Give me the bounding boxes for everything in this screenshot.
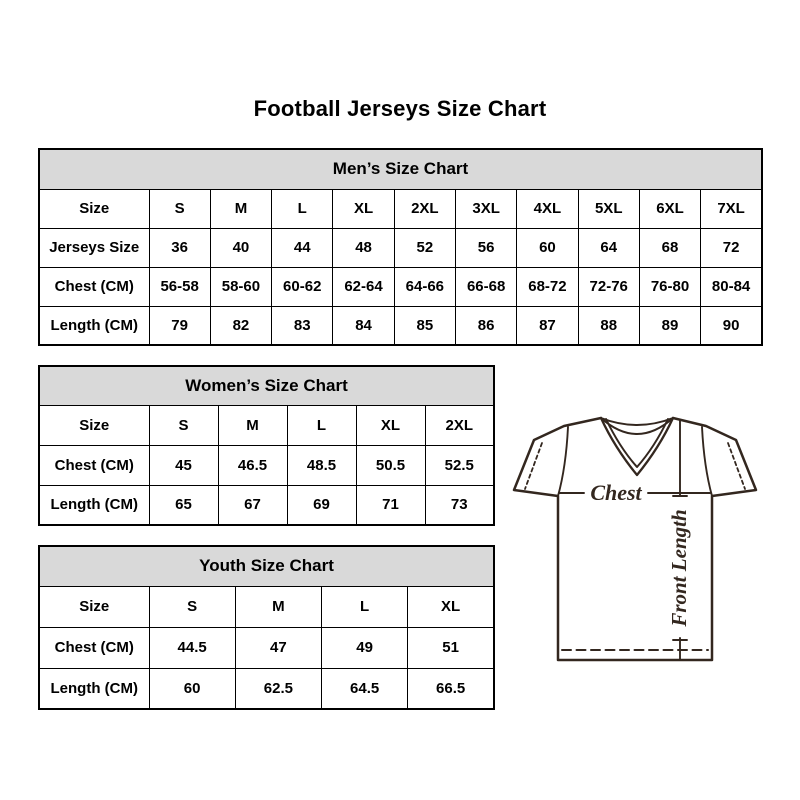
row-label-cell: Chest (CM) xyxy=(39,627,149,668)
value-cell: L xyxy=(322,586,408,627)
value-cell: 49 xyxy=(322,627,408,668)
value-cell: 79 xyxy=(149,306,210,345)
row-label-cell: Size xyxy=(39,405,149,445)
value-cell: 48 xyxy=(333,228,394,267)
value-cell: 5XL xyxy=(578,189,639,228)
row-label-cell: Size xyxy=(39,189,149,228)
value-cell: 45 xyxy=(149,445,218,485)
table-row xyxy=(39,306,762,345)
page-title: Football Jerseys Size Chart xyxy=(253,96,547,121)
value-cell: 47 xyxy=(235,627,321,668)
table-header: Youth Size Chart xyxy=(39,546,494,586)
value-cell: 6XL xyxy=(639,189,700,228)
value-cell: 62.5 xyxy=(235,668,321,709)
value-cell: L xyxy=(287,405,356,445)
table-row xyxy=(39,228,762,267)
value-cell: 40 xyxy=(210,228,271,267)
value-cell: 51 xyxy=(408,627,494,668)
value-cell: 71 xyxy=(356,485,425,525)
row-label-cell: Chest (CM) xyxy=(39,267,149,306)
table-row xyxy=(39,485,494,525)
row-label-cell: Size xyxy=(39,586,149,627)
value-cell: 50.5 xyxy=(356,445,425,485)
value-cell: 68-72 xyxy=(517,267,578,306)
jersey-measurement-diagram xyxy=(502,412,770,670)
value-cell: 44.5 xyxy=(149,627,235,668)
womens-size-table xyxy=(38,365,495,526)
jersey-outline xyxy=(514,418,756,660)
value-cell: 60-62 xyxy=(272,267,333,306)
value-cell: 2XL xyxy=(394,189,455,228)
value-cell: 58-60 xyxy=(210,267,271,306)
youth-size-table xyxy=(38,545,495,710)
mens-size-table xyxy=(38,148,763,346)
chest-measure-label: Chest xyxy=(590,480,642,505)
table-row xyxy=(39,445,494,485)
value-cell: 69 xyxy=(287,485,356,525)
table-header: Men’s Size Chart xyxy=(39,149,762,189)
value-cell: 80-84 xyxy=(701,267,762,306)
value-cell: 72 xyxy=(701,228,762,267)
table-row xyxy=(39,189,762,228)
value-cell: 4XL xyxy=(517,189,578,228)
value-cell: 85 xyxy=(394,306,455,345)
value-cell: 44 xyxy=(272,228,333,267)
value-cell: 66.5 xyxy=(408,668,494,709)
table-row xyxy=(39,586,494,627)
row-label-cell: Chest (CM) xyxy=(39,445,149,485)
value-cell: 67 xyxy=(218,485,287,525)
value-cell: 84 xyxy=(333,306,394,345)
row-label-cell: Length (CM) xyxy=(39,485,149,525)
value-cell: M xyxy=(210,189,271,228)
value-cell: 72-76 xyxy=(578,267,639,306)
value-cell: S xyxy=(149,405,218,445)
value-cell: 64-66 xyxy=(394,267,455,306)
value-cell: S xyxy=(149,189,210,228)
value-cell: 64.5 xyxy=(322,668,408,709)
value-cell: M xyxy=(218,405,287,445)
value-cell: 82 xyxy=(210,306,271,345)
table-row xyxy=(39,627,494,668)
table-header: Women’s Size Chart xyxy=(39,366,494,405)
table-row xyxy=(39,668,494,709)
value-cell: 68 xyxy=(639,228,700,267)
value-cell: S xyxy=(149,586,235,627)
value-cell: 56 xyxy=(455,228,516,267)
value-cell: 46.5 xyxy=(218,445,287,485)
value-cell: 73 xyxy=(425,485,494,525)
value-cell: 60 xyxy=(517,228,578,267)
value-cell: 60 xyxy=(149,668,235,709)
front-length-measure-label: Front Length xyxy=(667,509,691,627)
value-cell: 76-80 xyxy=(639,267,700,306)
value-cell: 89 xyxy=(639,306,700,345)
value-cell: XL xyxy=(333,189,394,228)
value-cell: 52 xyxy=(394,228,455,267)
value-cell: 52.5 xyxy=(425,445,494,485)
row-label-cell: Length (CM) xyxy=(39,306,149,345)
value-cell: 83 xyxy=(272,306,333,345)
value-cell: L xyxy=(272,189,333,228)
value-cell: 88 xyxy=(578,306,639,345)
value-cell: 2XL xyxy=(425,405,494,445)
value-cell: 56-58 xyxy=(149,267,210,306)
table-row xyxy=(39,405,494,445)
value-cell: 3XL xyxy=(455,189,516,228)
value-cell: 66-68 xyxy=(455,267,516,306)
row-label-cell: Length (CM) xyxy=(39,668,149,709)
value-cell: 86 xyxy=(455,306,516,345)
value-cell: 62-64 xyxy=(333,267,394,306)
value-cell: 90 xyxy=(701,306,762,345)
value-cell: 65 xyxy=(149,485,218,525)
value-cell: 87 xyxy=(517,306,578,345)
value-cell: 36 xyxy=(149,228,210,267)
table-row xyxy=(39,267,762,306)
value-cell: 48.5 xyxy=(287,445,356,485)
value-cell: M xyxy=(235,586,321,627)
row-label-cell: Jerseys Size xyxy=(39,228,149,267)
value-cell: 64 xyxy=(578,228,639,267)
value-cell: XL xyxy=(356,405,425,445)
value-cell: XL xyxy=(408,586,494,627)
value-cell: 7XL xyxy=(701,189,762,228)
